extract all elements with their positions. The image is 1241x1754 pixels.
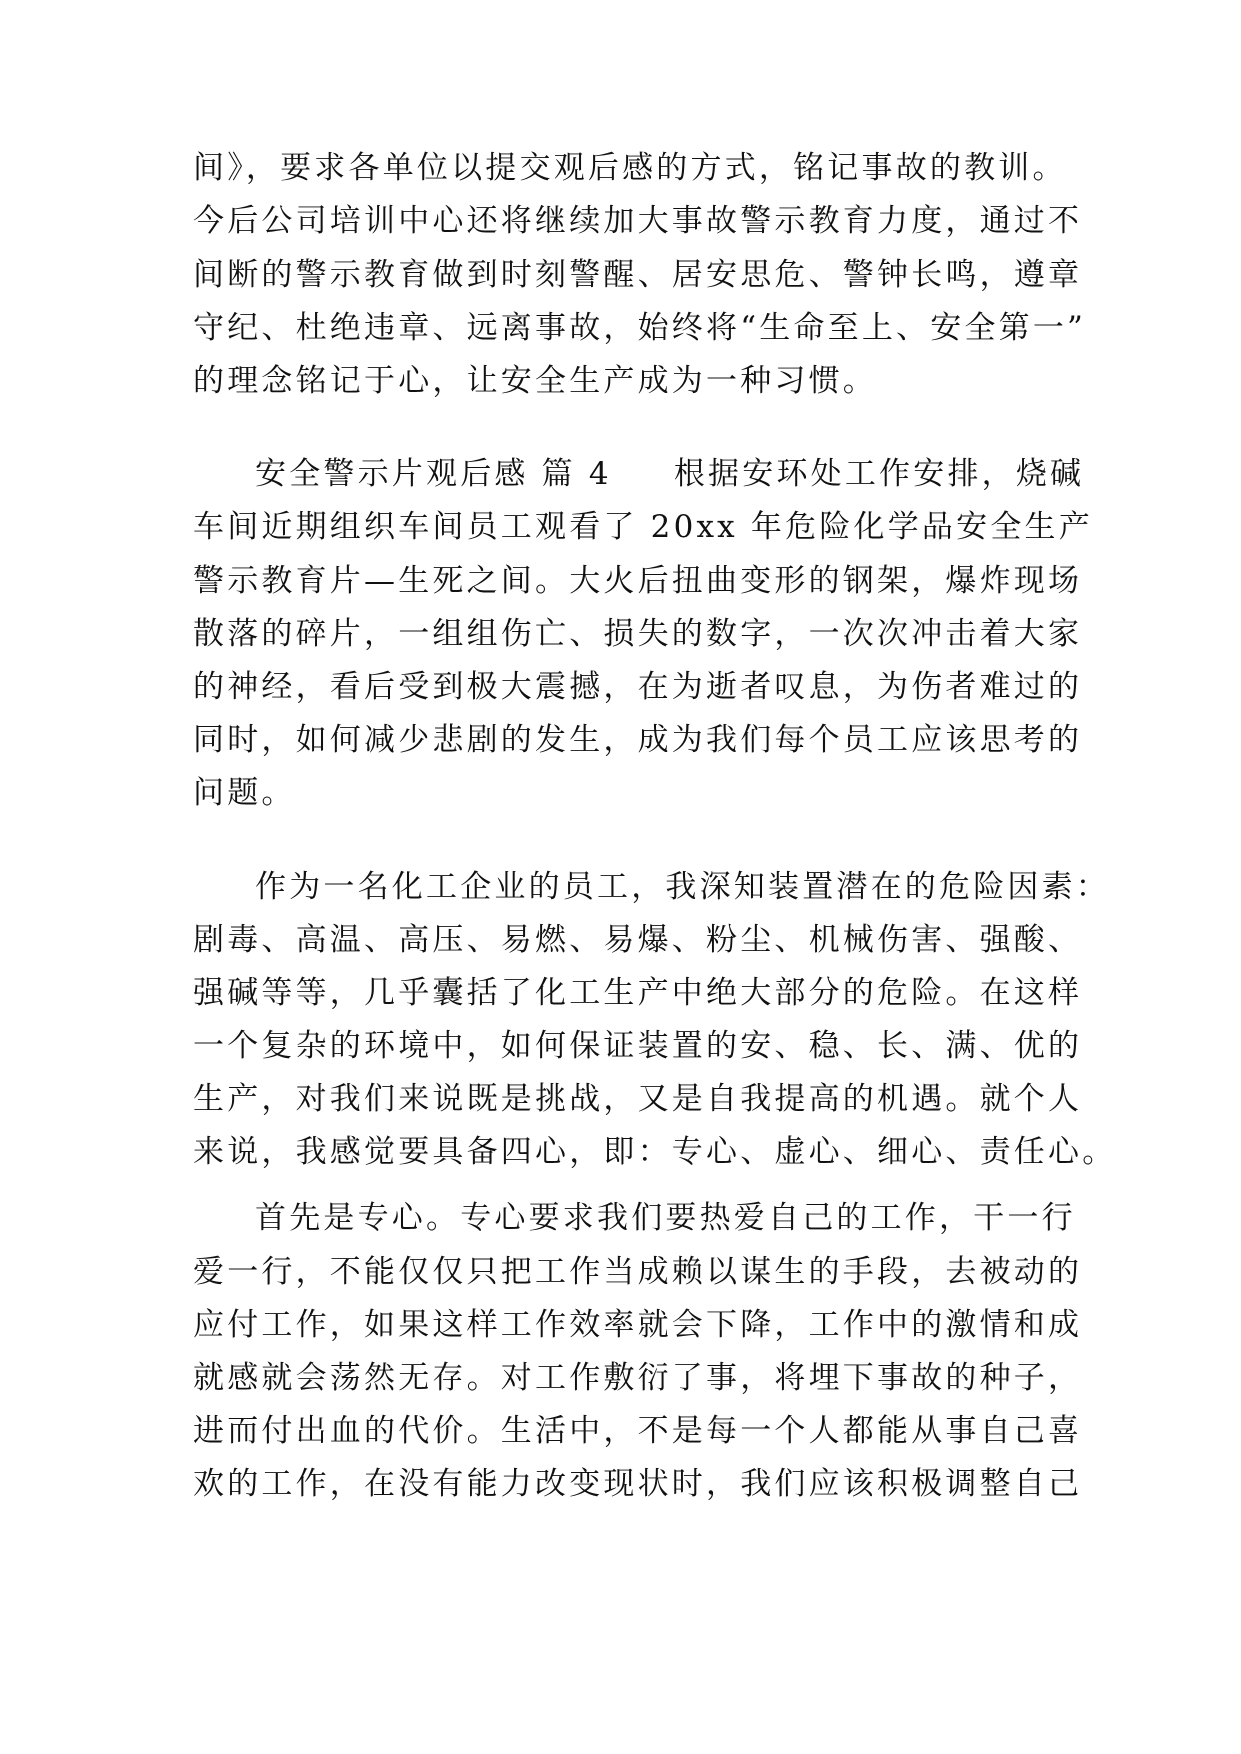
text-line: 根据安环处工作安排，烧碱: [673, 456, 1085, 492]
text-line: 爱一行，不能仅仅只把工作当成赖以谋生的手段，去被动的: [193, 1254, 1083, 1290]
text-line: 来说，我感觉要具备四心，即：专心、虚心、细心、责任心。: [193, 1134, 1117, 1170]
text-line: 一个复杂的环境中，如何保证装置的安、稳、长、满、优的: [193, 1028, 1083, 1064]
section-heading: 安全警示片观后感 篇 4: [255, 456, 612, 492]
text-line: 问题。: [193, 775, 296, 811]
text-line: 作为一名化工企业的员工，我深知装置潜在的危险因素：: [255, 869, 1110, 905]
text-line: 同时，如何减少悲剧的发生，成为我们每个员工应该思考的: [193, 722, 1083, 758]
text-line: 的神经，看后受到极大震撼，在为逝者叹息，为伤者难过的: [193, 669, 1083, 705]
section-heading-line: [255, 454, 1135, 494]
text-line: 应付工作，如果这样工作效率就会下降，工作中的激情和成: [193, 1307, 1083, 1343]
text-line: 警示教育片—生死之间。大火后扭曲变形的钢架，爆炸现场: [193, 563, 1083, 599]
text-line: 今后公司培训中心还将继续加大事故警示教育力度，通过不: [193, 203, 1083, 239]
text-line: 强碱等等，几乎囊括了化工生产中绝大部分的危险。在这样: [193, 975, 1083, 1011]
text-line: 间》，要求各单位以提交观后感的方式，铭记事故的教训。: [193, 150, 1067, 186]
text-line: 散落的碎片，一组组伤亡、损失的数字，一次次冲击着大家: [193, 616, 1083, 652]
text-line: 剧毒、高温、高压、易燃、易爆、粉尘、机械伤害、强酸、: [193, 922, 1083, 958]
text-line: 的理念铭记于心，让安全生产成为一种习惯。: [193, 363, 877, 399]
text-line: 生产，对我们来说既是挑战，又是自我提高的机遇。就个人: [193, 1081, 1083, 1117]
text-line: 间断的警示教育做到时刻警醒、居安思危、警钟长鸣，遵章: [193, 257, 1083, 293]
text-line: 进而付出血的代价。生活中，不是每一个人都能从事自己喜: [193, 1413, 1083, 1449]
text-line: 就感就会荡然无存。对工作敷衍了事，将埋下事故的种子，: [193, 1360, 1083, 1396]
text-line: 车间近期组织车间员工观看了 20xx 年危险化学品安全生产: [193, 509, 1093, 545]
text-line: 守纪、杜绝违章、远离事故，始终将“生命至上、安全第一”: [193, 310, 1087, 346]
text-line: 首先是专心。专心要求我们要热爱自己的工作，干一行: [255, 1200, 1076, 1236]
text-line: 欢的工作，在没有能力改变现状时，我们应该积极调整自己: [193, 1466, 1083, 1502]
